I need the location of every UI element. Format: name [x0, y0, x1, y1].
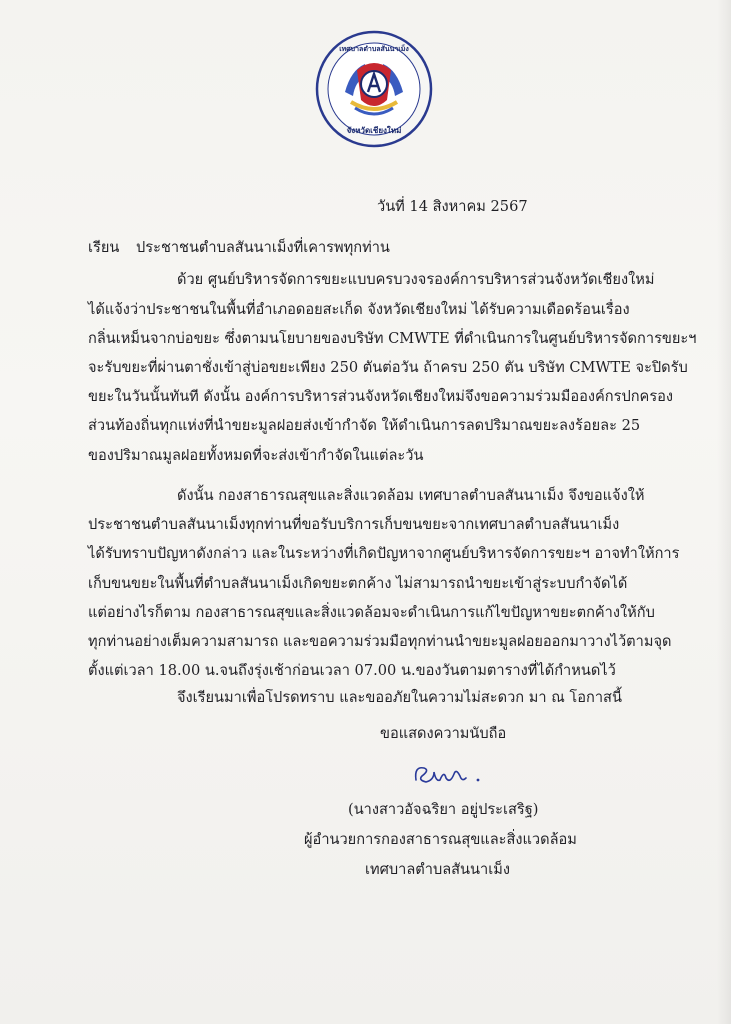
paragraph2-line: ดังนั้น กองสาธารณสุขและสิ่งแวดล้อม เทศบาลตำบลสันนาเม็ง จึงขอแจ้งให้ [177, 487, 645, 504]
closing-sentence: จึงเรียนมาเพื่อโปรดทราบ และขออภัยในความไม่สะดวก มา ณ โอกาสนี้ [177, 689, 622, 706]
paragraph2-line: ตั้งแต่เวลา 18.00 น.จนถึงรุ่งเช้าก่อนเวลา 07.00 น.ของวันตามตารางที่ได้กำหนดไว้ [88, 662, 616, 679]
paragraph1-line: ได้แจ้งว่าประชาชนในพื้นที่อำเภอดอยสะเก็ด จังหวัดเชียงใหม่ ได้รับความเดือดร้อนเรื่อง [88, 301, 630, 318]
regards: ขอแสดงความนับถือ [380, 725, 507, 742]
salutation-label: เรียน [88, 239, 120, 256]
paragraph1-line: ส่วนท้องถิ่นทุกแห่งที่นำขยะมูลฝอยส่งเข้ากำจัด ให้ดำเนินการลดปริมาณขยะลงร้อยละ 25 [88, 417, 641, 434]
paragraph1-line: ขยะในวันนั้นทันที ดังนั้น องค์การบริหารส่วนจังหวัดเชียงใหม่จึงขอความร่วมมือองค์กรปกครอง [88, 388, 674, 405]
paragraph2-line: ประชาชนตำบลสันนาเม็งทุกท่านที่ขอรับบริการเก็บขนขยะจากเทศบาลตำบลสันนาเม็ง [88, 516, 620, 533]
signer-name: (นางสาวอัจฉริยา อยู่ประเสริฐ) [348, 801, 539, 818]
paragraph2-line: แต่อย่างไรก็ตาม กองสาธารณสุขและสิ่งแวดล้อมจะดำเนินการแก้ไขปัญหาขยะตกค้างให้กับ [88, 604, 655, 621]
letter-date: วันที่ 14 สิงหาคม 2567 [377, 198, 528, 215]
municipality-seal [315, 30, 433, 148]
handwritten-signature [410, 758, 490, 788]
paragraph2-line: ทุกท่านอย่างเต็มความสามารถ และขอความร่วมมือทุกท่านนำขยะมูลฝอยออกมาวางไว้ตามจุด [88, 633, 672, 650]
paragraph2-line: ได้รับทราบปัญหาดังกล่าว และในระหว่างที่เกิดปัญหาจากศูนย์บริหารจัดการขยะฯ อาจทำให้การ [88, 545, 680, 562]
salutation-text: ประชาชนตำบลสันนาเม็งที่เคารพทุกท่าน [136, 239, 390, 256]
paragraph1-line: ด้วย ศูนย์บริหารจัดการขยะแบบครบวงจรองค์การบริหารส่วนจังหวัดเชียงใหม่ [177, 271, 655, 288]
paper-shadow [717, 0, 731, 1024]
seal-bottom-text: จังหวัดเชียงใหม่ [346, 126, 402, 135]
signer-position: ผู้อำนวยการกองสาธารณสุขและสิ่งแวดล้อม [304, 831, 577, 848]
seal-top-text: เทศบาลตำบลสันนาเม็ง [339, 45, 409, 53]
salutation [88, 236, 390, 259]
signer-organization: เทศบาลตำบลสันนาเม็ง [365, 861, 510, 878]
paragraph2-line: เก็บขนขยะในพื้นที่ตำบลสันนาเม็งเกิดขยะตกค้าง ไม่สามารถนำขยะเข้าสู่ระบบกำจัดได้ [88, 575, 628, 592]
paragraph1-line: ของปริมาณมูลฝอยทั้งหมดที่จะส่งเข้ากำจัดในแต่ละวัน [88, 447, 424, 464]
paragraph1-line: กลิ่นเหม็นจากบ่อขยะ ซึ่งตามนโยบายของบริษัท CMWTE ที่ดำเนินการในศูนย์บริหารจัดการขยะฯ [88, 330, 697, 347]
paragraph1-line: จะรับขยะที่ผ่านตาชั่งเข้าสู่บ่อขยะเพียง 250 ตันต่อวัน ถ้าครบ 250 ตัน บริษัท CMWTE จะปิดรับ [88, 359, 688, 376]
